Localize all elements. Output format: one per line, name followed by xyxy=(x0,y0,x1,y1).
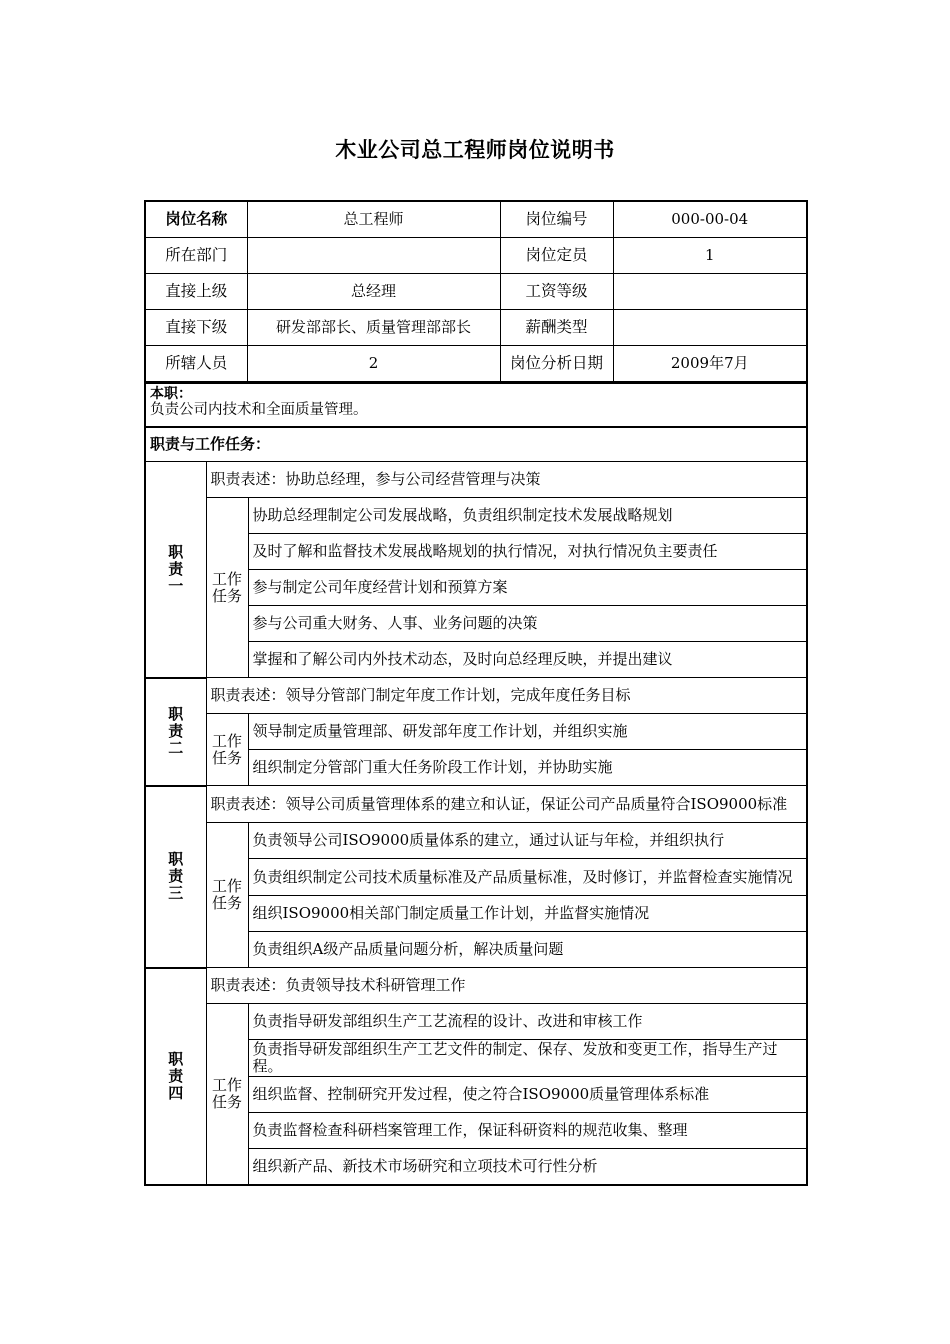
duty-4-task: 组织新产品、新技术市场研究和立项技术可行性分析 xyxy=(248,1149,807,1186)
duty-3-task: 负责组织制定公司技术质量标准及产品质量标准，及时修订，并监督检查实施情况 xyxy=(248,859,807,896)
benzhi-row xyxy=(145,383,807,427)
job-description-form xyxy=(144,200,806,1186)
info-row xyxy=(145,201,807,238)
info-row xyxy=(145,274,807,310)
benzhi-text: 负责公司内技术和全面质量管理。 xyxy=(150,402,368,418)
value-salary-grade xyxy=(613,274,807,310)
duty-4-task: 负责指导研发部组织生产工艺文件的制定、保存、发放和变更工作，指导生产过程。 xyxy=(248,1040,807,1077)
duties-table xyxy=(144,382,808,1186)
duty-4-task: 组织监督、控制研究开发过程，使之符合ISO9000质量管理体系标准 xyxy=(248,1077,807,1113)
duty-1-desc: 职责表述：协助总经理，参与公司经营管理与决策 xyxy=(206,462,807,498)
task-label: 工作 任务 xyxy=(206,1004,248,1186)
duty-4-task: 负责监督检查科研档案管理工作，保证科研资料的规范收集、整理 xyxy=(248,1113,807,1149)
duty-row xyxy=(145,968,807,1004)
duties-header: 职责与工作任务： xyxy=(145,427,807,462)
duty-3-label: 职 责 三 xyxy=(145,786,206,968)
document-title: 木业公司总工程师岗位说明书 xyxy=(335,138,615,162)
label-position-name: 岗位名称 xyxy=(145,201,247,238)
duty-2-task: 领导制定质量管理部、研发部年度工作计划，并组织实施 xyxy=(248,714,807,750)
benzhi-label: 本职： xyxy=(150,386,192,402)
task-label: 工作 任务 xyxy=(206,498,248,678)
duty-4-label: 职 责 四 xyxy=(145,968,206,1186)
duty-2-task: 组织制定分管部门重大任务阶段工作计划，并协助实施 xyxy=(248,750,807,786)
label-staff-count: 所辖人员 xyxy=(145,346,247,382)
duty-4-desc: 职责表述：负责领导技术科研管理工作 xyxy=(206,968,807,1004)
duties-header-row xyxy=(145,427,807,462)
duty-3-task: 负责领导公司ISO9000质量体系的建立，通过认证与年检，并组织执行 xyxy=(248,823,807,859)
value-headcount: 1 xyxy=(613,238,807,274)
duty-1-label: 职 责 一 xyxy=(145,462,206,678)
task-row xyxy=(145,823,807,859)
value-direct-subordinates: 研发部部长、质量管理部部长 xyxy=(247,310,500,346)
duty-2-label: 职 责 二 xyxy=(145,678,206,786)
duty-4-task: 负责指导研发部组织生产工艺流程的设计、改进和审核工作 xyxy=(248,1004,807,1040)
duty-1-task: 参与公司重大财务、人事、业务问题的决策 xyxy=(248,606,807,642)
label-direct-subordinates: 直接下级 xyxy=(145,310,247,346)
duty-row xyxy=(145,678,807,714)
value-direct-superior: 总经理 xyxy=(247,274,500,310)
duty-3-desc: 职责表述：领导公司质量管理体系的建立和认证，保证公司产品质量符合ISO9000标准 xyxy=(206,786,807,823)
task-label: 工作 任务 xyxy=(206,714,248,786)
job-info-table xyxy=(144,200,808,382)
task-row xyxy=(145,1004,807,1040)
label-department: 所在部门 xyxy=(145,238,247,274)
task-row xyxy=(145,714,807,750)
duty-3-task: 负责组织A级产品质量问题分析，解决质量问题 xyxy=(248,932,807,968)
value-position-code: 000-00-04 xyxy=(613,201,807,238)
duty-row xyxy=(145,786,807,823)
label-direct-superior: 直接上级 xyxy=(145,274,247,310)
value-staff-count: 2 xyxy=(247,346,500,382)
label-pay-type: 薪酬类型 xyxy=(500,310,613,346)
value-position-name: 总工程师 xyxy=(247,201,500,238)
label-headcount: 岗位定员 xyxy=(500,238,613,274)
value-pay-type xyxy=(613,310,807,346)
label-salary-grade: 工资等级 xyxy=(500,274,613,310)
info-row xyxy=(145,238,807,274)
info-row xyxy=(145,310,807,346)
duty-1-task: 协助总经理制定公司发展战略，负责组织制定技术发展战略规划 xyxy=(248,498,807,534)
info-row xyxy=(145,346,807,382)
value-analysis-date: 2009年7月 xyxy=(613,346,807,382)
duty-1-task: 参与制定公司年度经营计划和预算方案 xyxy=(248,570,807,606)
task-row xyxy=(145,498,807,534)
value-department xyxy=(247,238,500,274)
duty-row xyxy=(145,462,807,498)
label-position-code: 岗位编号 xyxy=(500,201,613,238)
label-analysis-date: 岗位分析日期 xyxy=(500,346,613,382)
duty-1-task: 及时了解和监督技术发展战略规划的执行情况，对执行情况负主要责任 xyxy=(248,534,807,570)
benzhi-section xyxy=(145,383,807,427)
duty-1-task: 掌握和了解公司内外技术动态，及时向总经理反映，并提出建议 xyxy=(248,642,807,678)
duty-2-desc: 职责表述：领导分管部门制定年度工作计划，完成年度任务目标 xyxy=(206,678,807,714)
task-label: 工作 任务 xyxy=(206,823,248,968)
duty-3-task: 组织ISO9000相关部门制定质量工作计划，并监督实施情况 xyxy=(248,896,807,932)
